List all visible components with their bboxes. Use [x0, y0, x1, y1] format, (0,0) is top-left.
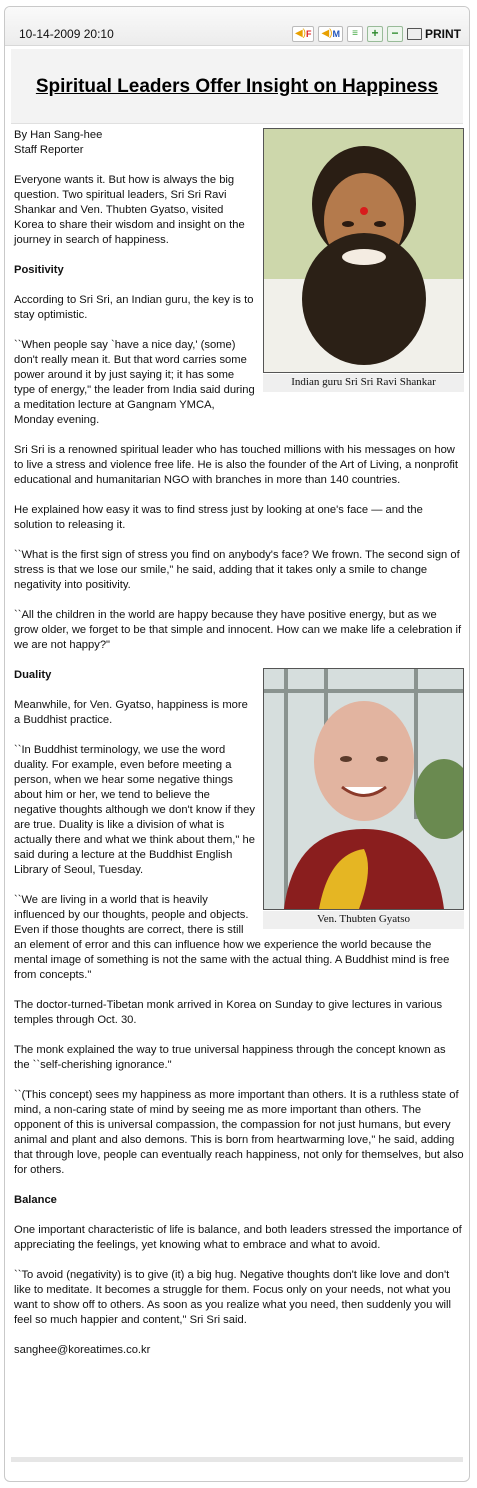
- photo-gyatso: [263, 668, 464, 929]
- article-headline: Spiritual Leaders Offer Insight on Happiness: [35, 76, 439, 97]
- print-button[interactable]: PRINT: [407, 27, 461, 41]
- article-tools: [292, 26, 461, 42]
- section-heading: Balance: [14, 1194, 57, 1206]
- publish-date: 10-14-2009 20:10: [19, 27, 114, 41]
- font-increase-button[interactable]: +: [367, 26, 383, 42]
- bottom-divider: [11, 1457, 463, 1462]
- photo-image: [263, 128, 464, 373]
- paragraph: ``(This concept) sees my happiness as more important than others. It is a ruthless state of mind, a non-caring state of mind by seeing me as more important than others. The opponent of this is universal compassion, the compassion for not just humans, but every animal and plant and also demons. This is born from heartwarming love," he said, adding that through love, people can eventually reach happiness, not only for themselves, but also for others.: [14, 1089, 464, 1176]
- paragraph: One important characteristic of life is balance, and both leaders stressed the importance of appreciating the feelings, yet knowing what to embrace and what to avoid.: [14, 1224, 462, 1251]
- paragraph: ``What is the first sign of stress you find on anybody's face? We frown. The second sign of stress is that we lose our smile," he said, adding that it takes only a smile to change negativity into positivity.: [14, 549, 460, 591]
- listen-male-button[interactable]: ◀) M: [318, 26, 343, 42]
- paragraph: ``When people say `have a nice day,' (some) don't really mean it. But that word carries some power around it by just saying it; it has some type of energy," the leader from India said during a meditation lecture at Gangnam YMCA, Monday evening.: [14, 339, 255, 426]
- paragraph: ``To avoid (negativity) is to give (it) a big hug. Negative thoughts don't like love and don't like to meditate. It becomes a struggle for them. Focus only on your needs, not what you want to show off to others. As soon as you realize what you need, then suddenly you will feel so much happier and content," Sri Sri said.: [14, 1269, 451, 1326]
- list-view-button[interactable]: ≡: [347, 26, 363, 42]
- listen-female-button[interactable]: ◀) F: [292, 26, 315, 42]
- paragraph: ``We are living in a world that is heavily influenced by our thoughts, people and objects. Even if those thoughts are correct, there is still an element of error and this can influence how we experience the world because the mental image of something is not the same with the actual thing. A Buddhist mind is free from concepts.": [14, 894, 450, 981]
- speaker-icon: ◀): [294, 28, 306, 39]
- paragraph: Everyone wants it. But how is always the big question. Two spiritual leaders, Sri Sri Ravi Shankar and Ven. Thubten Gyatso, visited Korea to share their wisdom and insight on the journey in search of happiness.: [14, 174, 245, 246]
- paragraph: ``All the children in the world are happy because they have positive energy, but as we grow older, we forget to be that simple and innocent. How can we make life a celebration if we are not happy?": [14, 609, 462, 651]
- paragraph: Meanwhile, for Ven. Gyatso, happiness is more a Buddhist practice.: [14, 699, 248, 726]
- section-heading: Positivity: [14, 264, 64, 276]
- toolbar: [5, 7, 469, 46]
- photo-caption: Indian guru Sri Sri Ravi Shankar: [263, 374, 464, 392]
- section-heading: Duality: [14, 669, 52, 681]
- paragraph: According to Sri Sri, an Indian guru, the key is to stay optimistic.: [14, 294, 254, 321]
- printer-icon: [407, 28, 422, 40]
- font-decrease-button[interactable]: −: [387, 26, 403, 42]
- headline-box: [11, 49, 463, 124]
- paragraph: ``In Buddhist terminology, we use the word duality. For example, even before meeting a person, when we hear some negative things about him or her, we tend to believe the negative thoughts although we don't know if they are true. Duality is like a division of what is actually there and what we think about them," he said during a lecture at the Buddhist English Library of Seoul, Tuesday.: [14, 744, 255, 876]
- paragraph: The doctor-turned-Tibetan monk arrived in Korea on Sunday to give lectures in various temples through Oct. 30.: [14, 999, 443, 1026]
- article-frame: [4, 6, 470, 1482]
- byline-role: Staff Reporter: [14, 144, 84, 156]
- author-email[interactable]: sanghee@koreatimes.co.kr: [14, 1344, 151, 1356]
- photo-sri-sri: [263, 128, 464, 392]
- paragraph: The monk explained the way to true universal happiness through the concept known as the ``self-cherishing ignorance.": [14, 1044, 446, 1071]
- photo-image: [263, 668, 464, 910]
- paragraph: He explained how easy it was to find stress just by looking at one's face — and the solution to releasing it.: [14, 504, 423, 531]
- speaker-icon: ◀): [321, 28, 333, 39]
- photo-caption: Ven. Thubten Gyatso: [263, 911, 464, 929]
- article-body: [14, 128, 464, 1373]
- paragraph: Sri Sri is a renowned spiritual leader who has touched millions with his messages on how to live a stress and violence free life. He is also the founder of the Art of Living, a nonprofit educational and humanitarian NGO with branches in more than 140 countries.: [14, 444, 459, 486]
- byline-author: By Han Sang-hee: [14, 129, 103, 141]
